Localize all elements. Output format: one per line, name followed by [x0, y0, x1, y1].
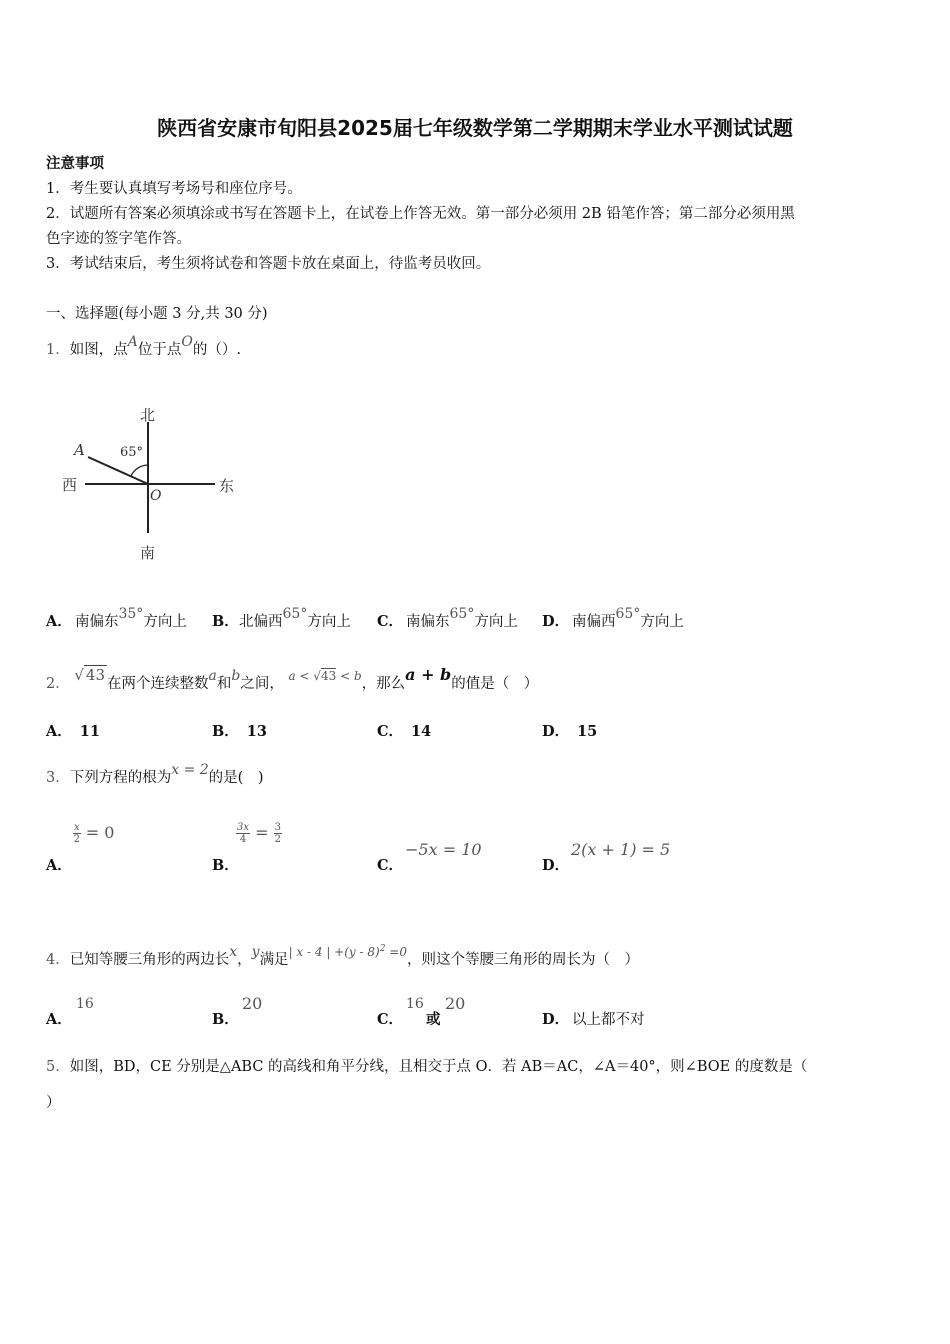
- option: B． 13: [212, 723, 267, 740]
- question-3: 3．下列方程的根为x = 2的是( ): [46, 762, 264, 786]
- option: C． 14: [377, 723, 432, 740]
- option-b-value: 20: [242, 994, 263, 1013]
- option: C．: [377, 857, 404, 874]
- question-1: 1．如图，点A位于点O的（）.: [46, 334, 241, 358]
- label-angle: 65°: [120, 445, 144, 460]
- option-text: 北偏西65°方向上: [239, 606, 351, 630]
- label-south: 南: [140, 544, 156, 562]
- option: A．: [46, 1011, 72, 1028]
- option-d-text: 以上都不对: [572, 1012, 645, 1028]
- label-a: A: [74, 441, 85, 459]
- option-text: 南偏东35°方向上: [75, 606, 187, 630]
- option-c-value2: 20: [445, 994, 466, 1013]
- question-5-cont: ）: [46, 1095, 61, 1111]
- notice-item: 色字迹的签字笔作答。: [46, 231, 191, 247]
- option-b-expr: $\frac{3x}{4}$ = $\frac{3}{2}$: [237, 822, 281, 845]
- option: A．: [46, 857, 72, 874]
- notice-heading: 注意事项: [46, 155, 104, 172]
- label-o: O: [150, 488, 162, 504]
- notice-item: 1．考生要认真填写考场号和座位序号。: [46, 181, 302, 197]
- option: D．: [542, 1011, 570, 1028]
- question-4: 4．已知等腰三角形的两边长x，y满足$^{| x - 4 | +(y - 8)^2 =0}$，则这个等腰三角形的周长为（ ）: [46, 944, 639, 968]
- option-text: 南偏东65°方向上: [406, 606, 518, 630]
- section-heading: 一、选择题(每小题 3 分,共 30 分): [46, 306, 268, 322]
- option-a-expr: $\frac{x}{2}$ = 0: [73, 822, 115, 845]
- option: D．: [542, 857, 570, 874]
- option-text: 南偏西65°方向上: [572, 606, 684, 630]
- option: B．: [212, 1011, 239, 1028]
- option: A． 11: [46, 723, 100, 740]
- option: B．: [212, 857, 239, 874]
- label-north: 北: [140, 406, 156, 424]
- option: B．: [212, 613, 239, 630]
- option-c-or: 或: [426, 1011, 441, 1028]
- compass-figure: [55, 400, 245, 565]
- option: A．: [46, 613, 72, 630]
- notice-item: 3．考试结束后，考生须将试卷和答题卡放在桌面上，待监考员收回。: [46, 256, 491, 272]
- notice-item: 2．试题所有答案必须填涂或书写在答题卡上，在试卷上作答无效。第一部分必须用 2B 铅笔作答；第二部分必须用黑: [46, 206, 795, 222]
- option: D． 15: [542, 723, 598, 740]
- option: D．: [542, 613, 570, 630]
- question-2: 2． √ 43 在两个连续整数a和b之间， $^{a < √43 < b}$，那么a + b的值是（ ）: [46, 665, 539, 692]
- option-c-value1: 16: [406, 996, 424, 1012]
- option-d-expr: 2(x + 1) = 5: [571, 840, 671, 859]
- option: C．: [377, 613, 404, 630]
- question-5: 5．如图，BD，CE 分别是△ABC 的高线和角平分线，且相交于点 O．若 AB＝AC，∠A＝40°，则∠BOE 的度数是（: [46, 1059, 808, 1075]
- option-a-value: 16: [76, 996, 94, 1012]
- label-west: 西: [62, 476, 78, 494]
- page-title: 陕西省安康市旬阳县2025届七年级数学第二学期期末学业水平测试试题: [157, 116, 793, 140]
- label-east: 东: [219, 477, 235, 495]
- option: C．: [377, 1011, 404, 1028]
- option-c-expr: −5x = 10: [405, 840, 482, 859]
